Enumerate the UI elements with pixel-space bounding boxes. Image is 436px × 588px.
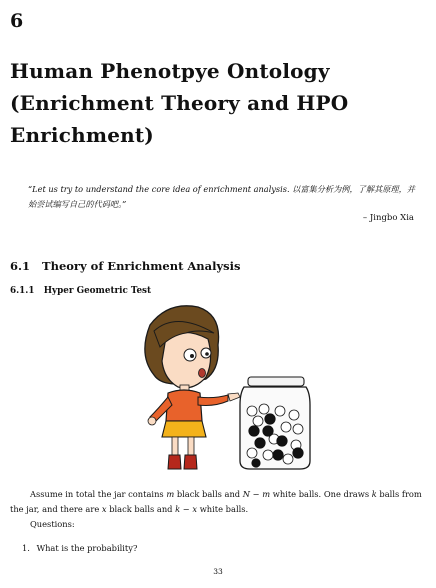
subsection-title: Hyper Geometric Test [43, 286, 152, 296]
math-k-minus-x: k − x [175, 504, 198, 514]
girl-figure [145, 306, 240, 469]
questions-label: Questions: [30, 519, 75, 529]
text-run: black balls and [174, 489, 243, 499]
jar-with-balls [240, 377, 310, 469]
page-number: 33 [213, 567, 223, 576]
subsection-number: 6.1.1 [10, 286, 35, 296]
chapter-number: 6 [10, 10, 24, 32]
text-run: black balls and [106, 504, 176, 514]
epigraph-quote: “Let us try to understand the core idea of enrichment analysis. 以富集分析为例，了解其原理，并始尝试编写自己的代码吧。” [28, 184, 415, 209]
section-number: 6.1 [10, 259, 31, 273]
subsection-heading [10, 286, 151, 296]
text-run: white balls. [197, 504, 249, 514]
text-run: white balls. One draws [270, 489, 372, 499]
math-n-minus-m: N − m [242, 489, 271, 499]
math-k: k [371, 489, 377, 499]
body-paragraph [10, 487, 432, 517]
section-heading [10, 259, 241, 273]
girl-and-jar-illustration [128, 303, 318, 475]
question-number: 1. [22, 543, 30, 553]
chapter-title: Human Phenotpye Ontology (Enrichment Theory and HPO Enrichment) [10, 59, 349, 147]
section-title: Theory of Enrichment Analysis [42, 259, 241, 273]
question-text: What is the probability? [36, 543, 138, 553]
text-run: Assume in total the jar contains [30, 489, 167, 499]
math-m: m [166, 489, 175, 499]
math-x: x [101, 504, 107, 514]
epigraph-author: – Jingbo Xia [362, 213, 414, 223]
question-item [22, 543, 137, 553]
text-run: balls from the jar, and there are [10, 489, 422, 514]
